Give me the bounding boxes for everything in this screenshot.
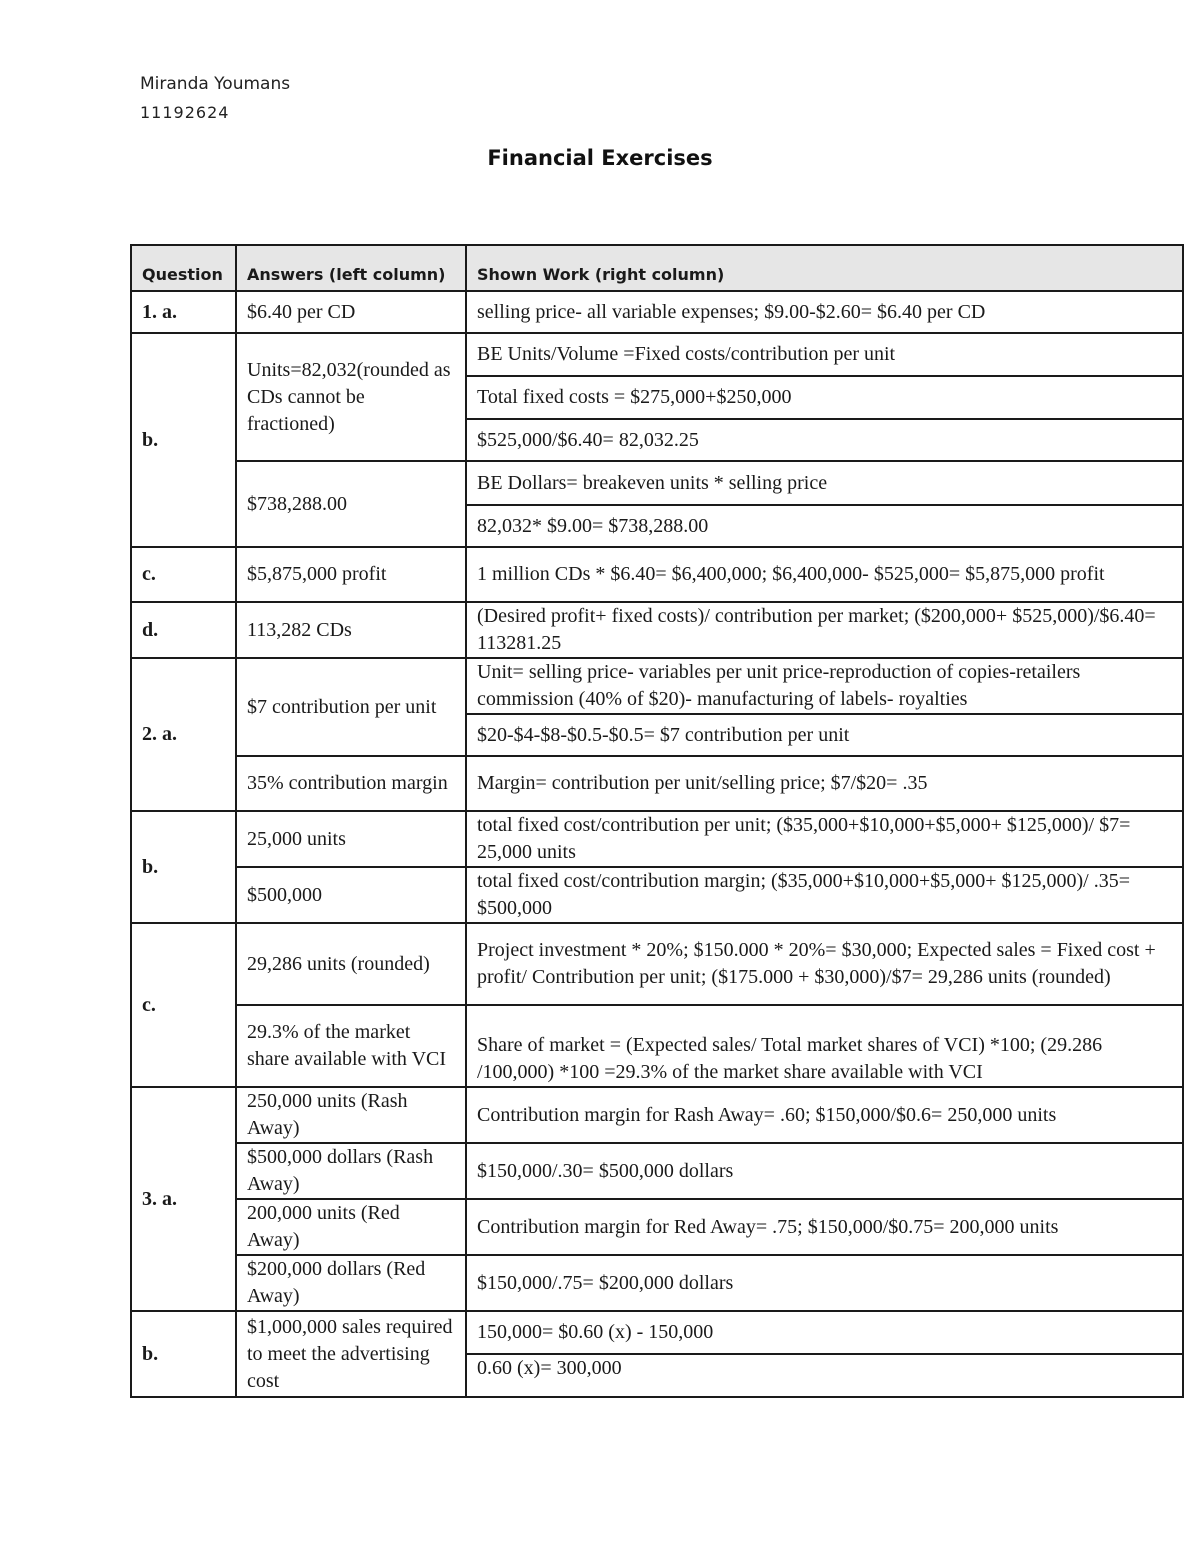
answer-cell: $5,875,000 profit bbox=[236, 547, 466, 602]
table-row bbox=[131, 923, 1183, 1005]
answer-cell: $500,000 bbox=[236, 867, 466, 923]
answer-cell: 113,282 CDs bbox=[236, 602, 466, 658]
document-title: Financial Exercises bbox=[487, 146, 713, 170]
question-label: 2. a. bbox=[131, 658, 236, 811]
table-header-row bbox=[131, 245, 1183, 291]
table-row bbox=[131, 867, 1183, 923]
answer-cell: $738,288.00 bbox=[236, 461, 466, 547]
answer-cell: $7 contribution per unit bbox=[236, 658, 466, 756]
answer-cell: $1,000,000 sales required to meet the advertising cost bbox=[236, 1311, 466, 1397]
table-row bbox=[131, 658, 1183, 714]
answer-cell: 25,000 units bbox=[236, 811, 466, 867]
answer-cell: Units=82,032(rounded as CDs cannot be fractioned) bbox=[236, 333, 466, 461]
student-id: 11192624 bbox=[140, 103, 230, 122]
work-cell: $150,000/.30= $500,000 dollars bbox=[466, 1143, 1183, 1199]
work-cell: Total fixed costs = $275,000+$250,000 bbox=[466, 376, 1183, 419]
work-cell: Margin= contribution per unit/selling price; $7/$20= .35 bbox=[466, 756, 1183, 811]
question-label: c. bbox=[131, 547, 236, 602]
table-row bbox=[131, 1143, 1183, 1199]
work-cell: total fixed cost/contribution per unit; ($35,000+$10,000+$5,000+ $125,000)/ $7= 25,000 units bbox=[466, 811, 1183, 867]
table-row bbox=[131, 1255, 1183, 1311]
work-cell: $525,000/$6.40= 82,032.25 bbox=[466, 419, 1183, 461]
question-label: 1. a. bbox=[131, 291, 236, 333]
column-header-work: Shown Work (right column) bbox=[466, 245, 1183, 291]
column-header-answers: Answers (left column) bbox=[236, 245, 466, 291]
work-cell: selling price- all variable expenses; $9.00-$2.60= $6.40 per CD bbox=[466, 291, 1183, 333]
work-cell: Share of market = (Expected sales/ Total market shares of VCI) *100; (29.286 /100,000) *100 =29.3% of the market share available with VCI bbox=[466, 1005, 1183, 1087]
question-label: b. bbox=[131, 811, 236, 923]
work-cell: BE Units/Volume =Fixed costs/contribution per unit bbox=[466, 333, 1183, 376]
table-row bbox=[131, 547, 1183, 602]
answer-cell: 200,000 units (Red Away) bbox=[236, 1199, 466, 1255]
answer-cell: 35% contribution margin bbox=[236, 756, 466, 811]
table-row bbox=[131, 1311, 1183, 1354]
work-cell: 1 million CDs * $6.40= $6,400,000; $6,400,000- $525,000= $5,875,000 profit bbox=[466, 547, 1183, 602]
work-cell: $150,000/.75= $200,000 dollars bbox=[466, 1255, 1183, 1311]
question-label: 3. a. bbox=[131, 1087, 236, 1311]
table-row bbox=[131, 291, 1183, 333]
question-label: b. bbox=[131, 1311, 236, 1397]
work-cell: BE Dollars= breakeven units * selling price bbox=[466, 461, 1183, 505]
table-row bbox=[131, 333, 1183, 376]
answer-cell: 29,286 units (rounded) bbox=[236, 923, 466, 1005]
work-cell: 82,032* $9.00= $738,288.00 bbox=[466, 505, 1183, 547]
exercises-table bbox=[130, 244, 1184, 1398]
column-header-question: Question bbox=[131, 245, 236, 291]
work-cell: (Desired profit+ fixed costs)/ contribution per market; ($200,000+ $525,000)/$6.40= 113281.25 bbox=[466, 602, 1183, 658]
table-row bbox=[131, 1005, 1183, 1087]
answer-cell: $500,000 dollars (Rash Away) bbox=[236, 1143, 466, 1199]
answer-cell: $6.40 per CD bbox=[236, 291, 466, 333]
table-row bbox=[131, 811, 1183, 867]
work-cell: total fixed cost/contribution margin; ($35,000+$10,000+$5,000+ $125,000)/ .35= $500,000 bbox=[466, 867, 1183, 923]
work-cell: Contribution margin for Rash Away= .60; $150,000/$0.6= 250,000 units bbox=[466, 1087, 1183, 1143]
work-cell: 0.60 (x)= 300,000 bbox=[466, 1354, 1183, 1397]
work-cell: Contribution margin for Red Away= .75; $150,000/$0.75= 200,000 units bbox=[466, 1199, 1183, 1255]
table-row bbox=[131, 756, 1183, 811]
work-cell: 150,000= $0.60 (x) - 150,000 bbox=[466, 1311, 1183, 1354]
answer-cell: $200,000 dollars (Red Away) bbox=[236, 1255, 466, 1311]
table-row bbox=[131, 461, 1183, 505]
question-label: c. bbox=[131, 923, 236, 1087]
question-label: b. bbox=[131, 333, 236, 547]
table-row bbox=[131, 1087, 1183, 1143]
table-row bbox=[131, 1199, 1183, 1255]
work-cell: $20-$4-$8-$0.5-$0.5= $7 contribution per unit bbox=[466, 714, 1183, 756]
author-name: Miranda Youmans bbox=[140, 74, 291, 94]
question-label: d. bbox=[131, 602, 236, 658]
table-row bbox=[131, 602, 1183, 658]
work-cell: Unit= selling price- variables per unit price-reproduction of copies-retailers commission (40% of $20)- manufacturing of labels- royalties bbox=[466, 658, 1183, 714]
answer-cell: 250,000 units (Rash Away) bbox=[236, 1087, 466, 1143]
answer-cell: 29.3% of the market share available with VCI bbox=[236, 1005, 466, 1087]
work-cell: Project investment * 20%; $150.000 * 20%= $30,000; Expected sales = Fixed cost + profit/ Contribution per unit; ($175.000 + $30,000)/$7= 29,286 units (rounded) bbox=[466, 923, 1183, 1005]
